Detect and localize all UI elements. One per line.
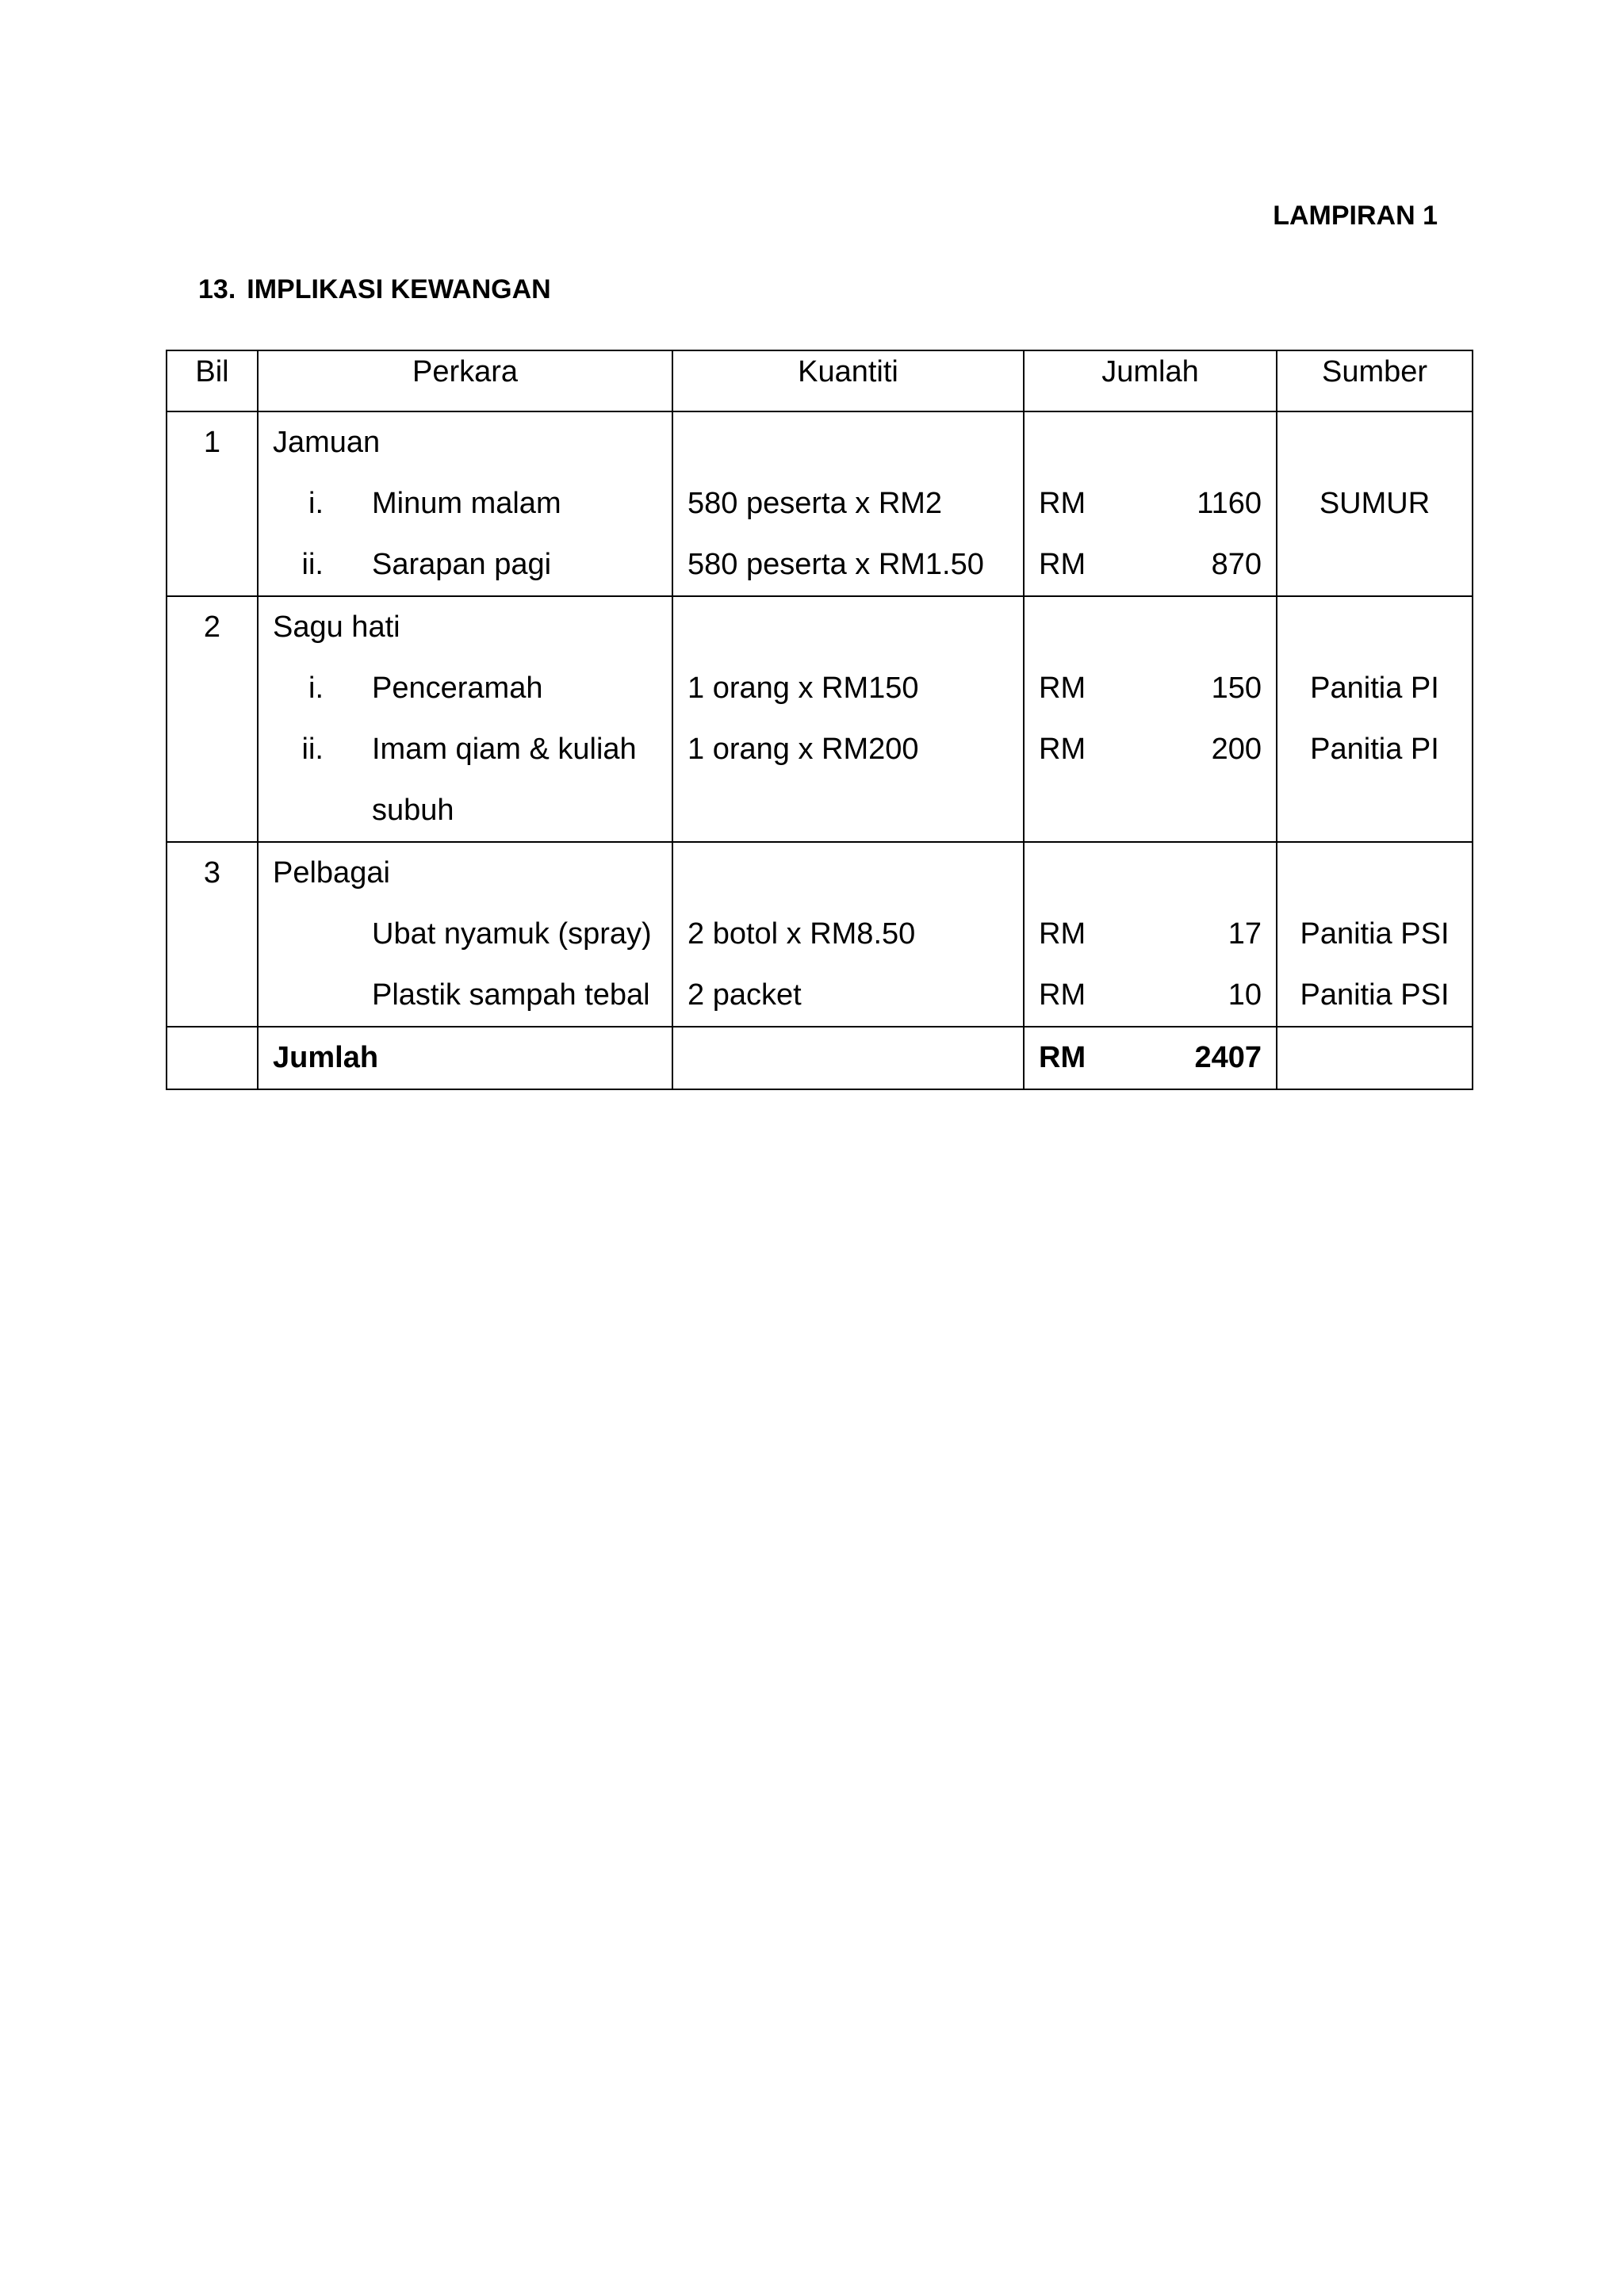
total-amount — [1025, 1027, 1276, 1089]
kuantiti-cell — [672, 842, 1024, 1027]
bil-cell — [167, 411, 258, 596]
bil-number: 2 — [203, 610, 221, 644]
item-perkara — [259, 965, 672, 1026]
currency-label: RM — [1039, 733, 1086, 766]
item-numeral: i. — [308, 672, 324, 705]
item-label: Ubat nyamuk (spray) — [372, 917, 652, 951]
item-amount — [1025, 473, 1276, 534]
bil-cell — [167, 1027, 258, 1089]
item-sumber: Panitia PSI — [1300, 917, 1450, 951]
item-label: Imam qiam & kuliah — [372, 733, 637, 766]
currency-label: RM — [1039, 548, 1086, 581]
item-amount — [1025, 534, 1276, 595]
item-sumber: Panitia PI — [1310, 733, 1439, 766]
section-number: 13. — [198, 274, 236, 304]
jumlah-cell — [1024, 842, 1277, 1027]
item-amount — [1025, 658, 1276, 719]
item-kuantiti: 2 packet — [688, 978, 802, 1012]
item-kuantiti: 2 botol x RM8.50 — [688, 917, 916, 951]
total-row — [167, 1027, 1473, 1089]
item-numeral: ii. — [301, 548, 324, 581]
table-header-row — [167, 350, 1473, 411]
jumlah-cell — [1024, 596, 1277, 842]
group-title: Jamuan — [273, 426, 381, 459]
item-kuantiti: 1 orang x RM150 — [688, 672, 919, 705]
currency-label: RM — [1039, 917, 1086, 951]
sumber-cell — [1277, 596, 1473, 842]
item-perkara — [259, 534, 672, 595]
kuantiti-cell — [672, 1027, 1024, 1089]
table-row — [167, 596, 1473, 842]
item-perkara — [259, 658, 672, 719]
item-sumber — [1277, 534, 1472, 595]
financial-implication-table — [166, 350, 1473, 1090]
item-label: Minum malam — [372, 487, 561, 520]
item-perkara — [259, 473, 672, 534]
item-numeral: ii. — [301, 733, 324, 766]
item-sumber: SUMUR — [1319, 487, 1431, 520]
currency-label: RM — [1039, 672, 1086, 705]
table-row — [167, 842, 1473, 1027]
bil-cell — [167, 842, 258, 1027]
amount-value: 2407 — [1194, 1041, 1262, 1074]
bil-number: 3 — [203, 856, 221, 890]
currency-label: RM — [1039, 978, 1086, 1012]
column-header-sumber: Sumber — [1277, 350, 1473, 411]
item-sumber: Panitia PI — [1310, 672, 1439, 705]
currency-label: RM — [1039, 1041, 1086, 1074]
perkara-cell — [258, 596, 672, 842]
column-header-jumlah: Jumlah — [1024, 350, 1277, 411]
item-perkara-continued — [259, 780, 672, 841]
sumber-cell — [1277, 1027, 1473, 1089]
item-label: Plastik sampah tebal — [372, 978, 650, 1012]
amount-value: 150 — [1211, 672, 1262, 705]
kuantiti-cell — [672, 411, 1024, 596]
perkara-cell — [258, 411, 672, 596]
bil-cell — [167, 596, 258, 842]
item-amount — [1025, 965, 1276, 1026]
bil-number: 1 — [203, 426, 221, 459]
appendix-label: LAMPIRAN 1 — [1273, 201, 1438, 231]
item-label: Sarapan pagi — [372, 548, 552, 581]
group-title: Pelbagai — [273, 856, 390, 890]
item-sumber: Panitia PSI — [1300, 978, 1450, 1012]
sumber-cell — [1277, 411, 1473, 596]
column-header-perkara: Perkara — [258, 350, 672, 411]
item-amount — [1025, 719, 1276, 780]
amount-value: 10 — [1228, 978, 1262, 1012]
amount-value: 870 — [1211, 548, 1262, 581]
jumlah-cell — [1024, 411, 1277, 596]
amount-value: 200 — [1211, 733, 1262, 766]
item-numeral: i. — [308, 487, 324, 520]
kuantiti-cell — [672, 596, 1024, 842]
total-amount-cell — [1024, 1027, 1277, 1089]
item-kuantiti: 580 peserta x RM1.50 — [688, 548, 984, 581]
total-label-cell — [258, 1027, 672, 1089]
section-heading — [198, 274, 551, 305]
amount-value: 17 — [1228, 917, 1262, 951]
item-kuantiti: 1 orang x RM200 — [688, 733, 919, 766]
item-amount — [1025, 904, 1276, 965]
amount-value: 1160 — [1197, 487, 1262, 520]
table-row — [167, 411, 1473, 596]
item-label: Penceramah — [372, 672, 543, 705]
item-perkara — [259, 904, 672, 965]
column-header-kuantiti: Kuantiti — [672, 350, 1024, 411]
sumber-cell — [1277, 842, 1473, 1027]
total-label: Jumlah — [273, 1041, 379, 1074]
section-title: IMPLIKASI KEWANGAN — [247, 274, 551, 304]
group-title: Sagu hati — [273, 610, 400, 644]
column-header-bil: Bil — [167, 350, 258, 411]
currency-label: RM — [1039, 487, 1086, 520]
item-kuantiti: 580 peserta x RM2 — [688, 487, 943, 520]
item-label-continued: subuh — [372, 794, 454, 827]
item-perkara — [259, 719, 672, 780]
perkara-cell — [258, 842, 672, 1027]
